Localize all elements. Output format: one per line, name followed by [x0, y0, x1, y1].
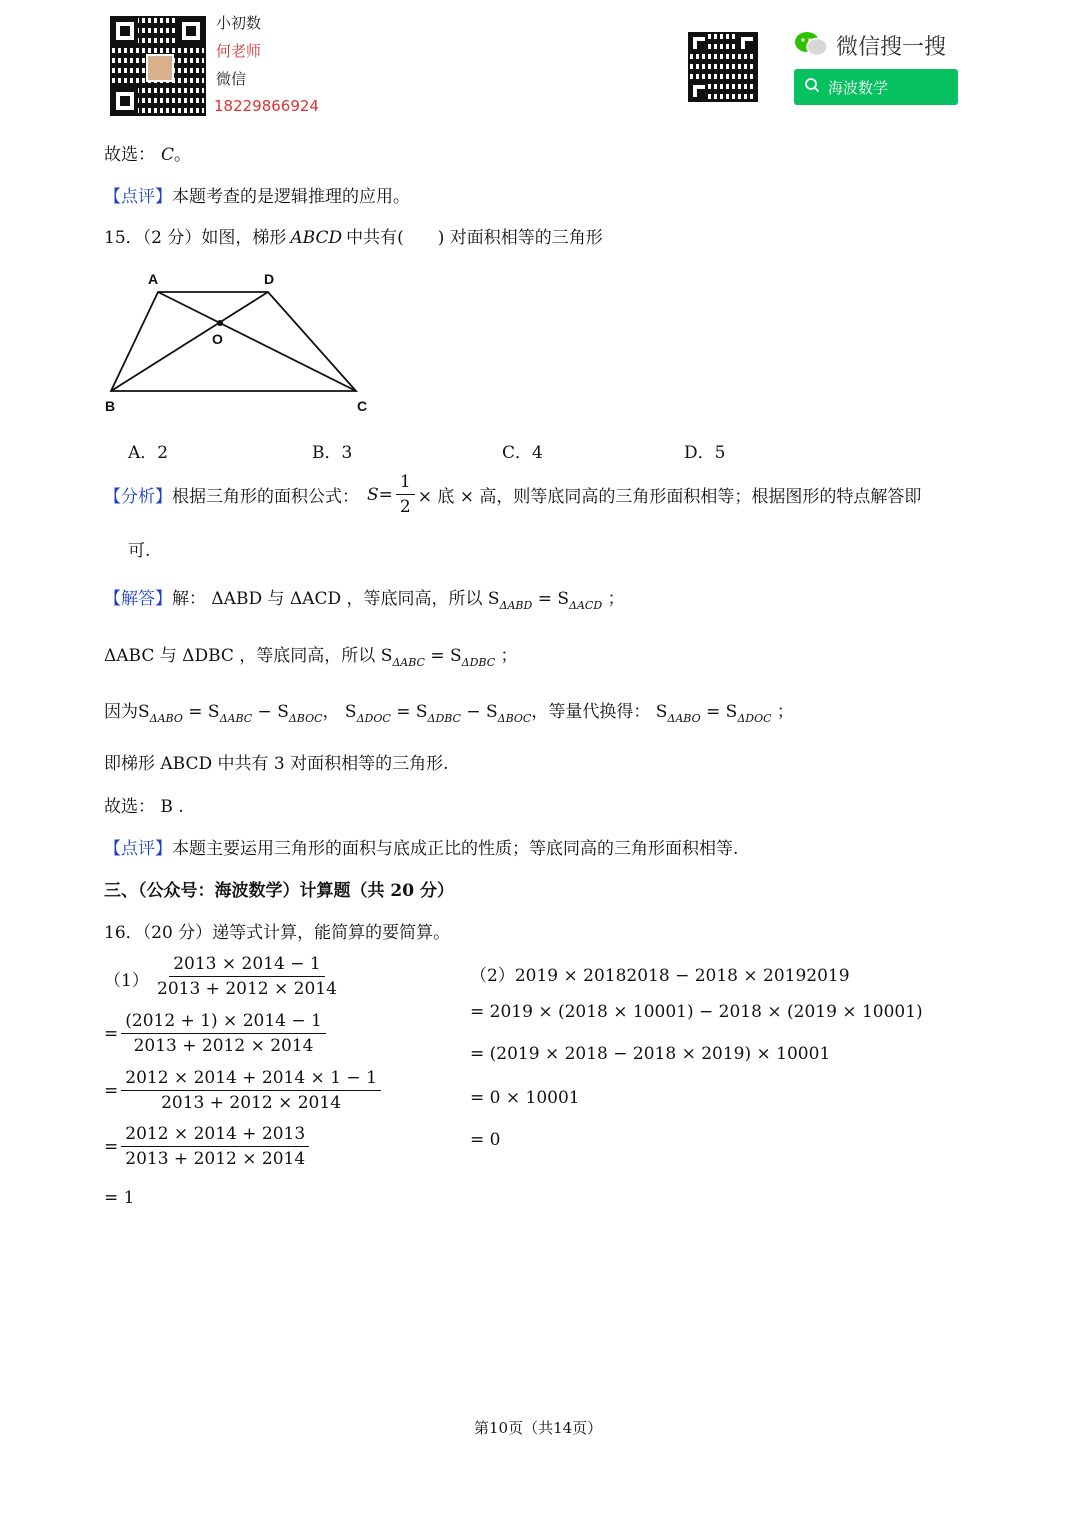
option-b[interactable]: B．3 — [312, 443, 353, 463]
answer-suffix: 。 — [174, 145, 192, 165]
option-c[interactable]: C．4 — [502, 443, 543, 463]
stem-var: ABCD — [290, 228, 343, 248]
mini-program-qr-code — [688, 32, 758, 102]
q16-stem: 16．（20 分）递等式计算，能简算的要简算。 — [104, 923, 451, 943]
q14-answer — [104, 140, 191, 165]
trapezoid-figure — [100, 266, 390, 416]
qr-caption-phone: 18229866924 — [214, 97, 319, 115]
q15-stem — [104, 223, 603, 248]
q15-solution-line1: 【解答】解： ΔABD 与 ΔACD ，等底同高，所以 $S_{\Delta ABD} = S_{\Delta ACD}$ ； — [104, 589, 625, 612]
q16-part2-expr: （2）2019 × 20182018 − 2018 × 20192019 — [470, 966, 850, 986]
q15-answer: 故选： B . — [104, 797, 184, 817]
q16-part1-step1: = $\frac{(2012 + 1) \times 2014 - 1}{2013 + 2012 \times 2014}$ — [104, 1011, 329, 1056]
search-icon — [804, 77, 820, 97]
wechat-search-title: 微信搜一搜 — [836, 35, 947, 60]
label-c: C — [357, 398, 368, 414]
stem-suffix: 中共有( ) 对面积相等的三角形 — [346, 228, 603, 248]
answer-letter: C — [161, 145, 175, 165]
page-number: 第10页（共14页） — [474, 1419, 603, 1437]
q15-solution-line4: 即梯形 ABCD 中共有 3 对面积相等的三角形. — [104, 754, 449, 774]
point-o — [217, 320, 223, 326]
half-fraction: $\frac{1}{2}$ — [396, 472, 415, 517]
q16-part2-step3: = 0 — [470, 1130, 501, 1150]
q15-review — [104, 834, 738, 859]
label-a: A — [148, 271, 159, 287]
q16-part1-step2: = $\frac{2012 \times 2014 + 2014 \times 1 - 1}{2013 + 2012 \times 2014}$ — [104, 1068, 384, 1113]
analysis-tag: 【分析】 — [104, 487, 172, 507]
qr-caption-3: 微信 — [216, 70, 247, 88]
q15-analysis-cont: 可. — [128, 541, 151, 561]
option-a[interactable]: A．2 — [128, 443, 169, 463]
avatar — [146, 54, 174, 82]
stem-prefix: 15．（2 分）如图，梯形 — [104, 228, 287, 248]
review-tag: 【点评】 — [104, 839, 172, 859]
wechat-logo-icon — [794, 30, 828, 58]
area-symbol: S — [367, 484, 379, 505]
review-text: 本题考查的是逻辑推理的应用。 — [172, 187, 410, 207]
label-o: O — [212, 331, 223, 347]
q16-part2-step1: = (2019 × 2018 − 2018 × 2019) × 10001 — [470, 1044, 831, 1064]
trapezoid-outline — [111, 292, 356, 391]
q16-part2-step0: = 2019 × (2018 × 10001) − 2018 × (2019 × 10001) — [470, 1002, 923, 1022]
q16-part1-label: （1） — [104, 971, 149, 991]
wechat-qr-code — [110, 16, 206, 116]
qr-caption-1: 小初数 — [216, 14, 262, 32]
q16-part1-result: = 1 — [104, 1188, 135, 1208]
q15-analysis — [104, 472, 921, 517]
diagonal-ac — [158, 292, 356, 391]
section-title: 三、（公众号：海波数学）计算题（共 20 分） — [104, 881, 454, 901]
solution-tag: 【解答】 — [104, 589, 172, 609]
q16-part1-step3: = $\frac{2012 \times 2014 + 2013}{2013 + 2012 \times 2014}$ — [104, 1124, 312, 1169]
q14-review — [104, 182, 410, 207]
review-tag: 【点评】 — [104, 187, 172, 207]
equals: = — [378, 484, 393, 505]
q15-solution-line2: ΔABC 与 ΔDBC ，等底同高，所以 $S_{\Delta ABC} = S_{\Delta DBC}$ ； — [104, 646, 518, 669]
wechat-search-button-label: 海波数学 — [828, 78, 889, 97]
option-d[interactable]: D．5 — [684, 443, 726, 463]
q15-solution-line3: 因为$S_{\Delta ABO} = S_{\Delta ABC} - S_{\Delta BOC}$， $S_{\Delta DOC} = S_{\Delta DBC} - S_{\Delta BOC}$，等量代换得： $S_{\Delta ABO} = S_{\Delta DOC}$ ； — [104, 702, 794, 725]
review-text: 本题主要运用三角形的面积与底成正比的性质；等底同高的三角形面积相等. — [172, 839, 739, 859]
label-d: D — [264, 271, 275, 287]
qr-caption-2: 何老师 — [216, 42, 262, 60]
q16-part2-step2: = 0 × 10001 — [470, 1088, 580, 1108]
q16-part1-step0: $\frac{2013 \times 2014 - 1}{2013 + 2012 \times 2014}$ — [157, 954, 337, 999]
answer-prefix: 故选： — [104, 145, 155, 165]
analysis-text-2: × 底 × 高，则等底同高的三角形面积相等；根据图形的特点解答即 — [417, 487, 922, 507]
wechat-search-button[interactable] — [794, 69, 958, 105]
label-b: B — [105, 398, 116, 414]
analysis-text: 根据三角形的面积公式： — [172, 487, 359, 507]
